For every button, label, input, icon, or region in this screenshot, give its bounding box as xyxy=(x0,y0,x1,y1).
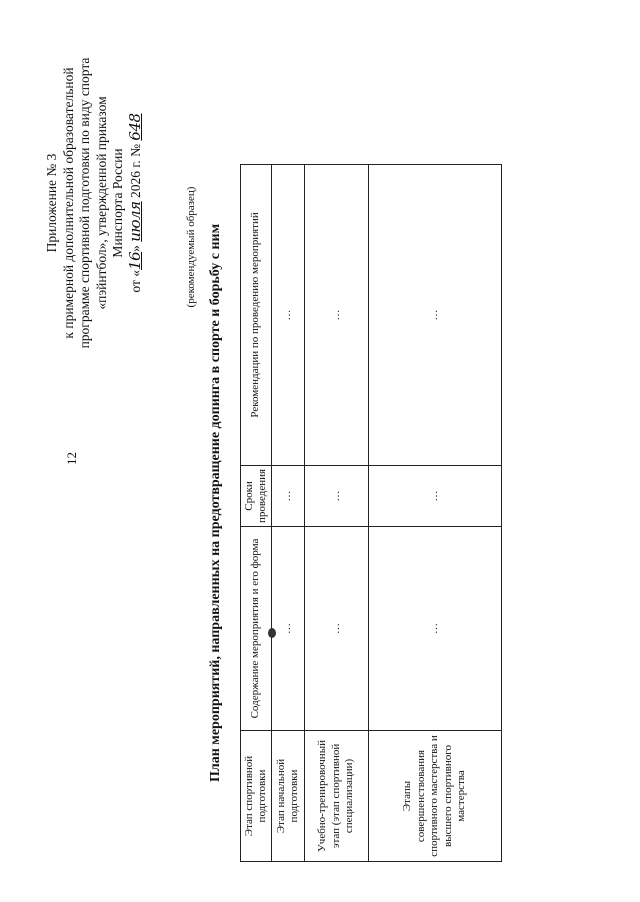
cell-recs: … xyxy=(272,164,305,465)
scan-artifact xyxy=(268,628,276,638)
table-row xyxy=(272,164,305,861)
order-day: 16 xyxy=(125,251,144,270)
appendix-line: «пэйнтбол», утвержденной приказом xyxy=(93,96,109,310)
order-line xyxy=(127,14,145,392)
cell-stage: Учебно-тренировочный этап (этап спортивной специализации) xyxy=(305,731,369,862)
cell-stage: Этап начальной подготовки xyxy=(272,731,305,862)
appendix-block xyxy=(44,14,144,392)
order-number: 648 xyxy=(125,113,144,141)
cell-recs: … xyxy=(305,164,369,465)
table-row xyxy=(305,164,369,861)
measures-table xyxy=(240,164,502,862)
col-header-terms: Сроки проведения xyxy=(241,465,272,526)
appendix-line: программе спортивной подготовки по виду спорта xyxy=(77,57,92,349)
document-title-text: План мероприятий, направленных на предотвращение допинга в спорте и борьбу с ним xyxy=(208,223,223,782)
col-header-stage: Этап спортивной подготовки xyxy=(241,731,272,862)
sample-note: (рекомендуемый образец) xyxy=(185,186,197,308)
cell-content: … xyxy=(305,527,369,731)
cell-terms: … xyxy=(305,465,369,526)
cell-content: … xyxy=(369,527,502,731)
order-year: 2026 г. № xyxy=(127,143,143,198)
order-mid: » xyxy=(127,245,143,252)
appendix-line: Минспорта России xyxy=(110,148,125,258)
col-header-content: Содержание мероприятия и его форма xyxy=(241,527,272,731)
appendix-line: Приложение № 3 xyxy=(44,153,59,253)
cell-recs: … xyxy=(369,164,502,465)
cell-content: … xyxy=(272,527,305,731)
order-prefix: от « xyxy=(127,269,143,293)
page-number: 12 xyxy=(64,452,79,465)
cell-stage: Этапы совершенствования спортивного мастерства и высшего спортивного мастерства xyxy=(369,731,502,862)
cell-terms: … xyxy=(369,465,502,526)
appendix-line: к примерной дополнительной образовательной xyxy=(60,67,76,339)
table-row xyxy=(369,164,502,861)
table-header-row xyxy=(241,164,272,861)
order-month: июля xyxy=(125,201,144,242)
col-header-recs: Рекомендации по проведению мероприятий xyxy=(241,164,272,465)
cell-terms: … xyxy=(272,465,305,526)
document-title xyxy=(208,0,224,902)
